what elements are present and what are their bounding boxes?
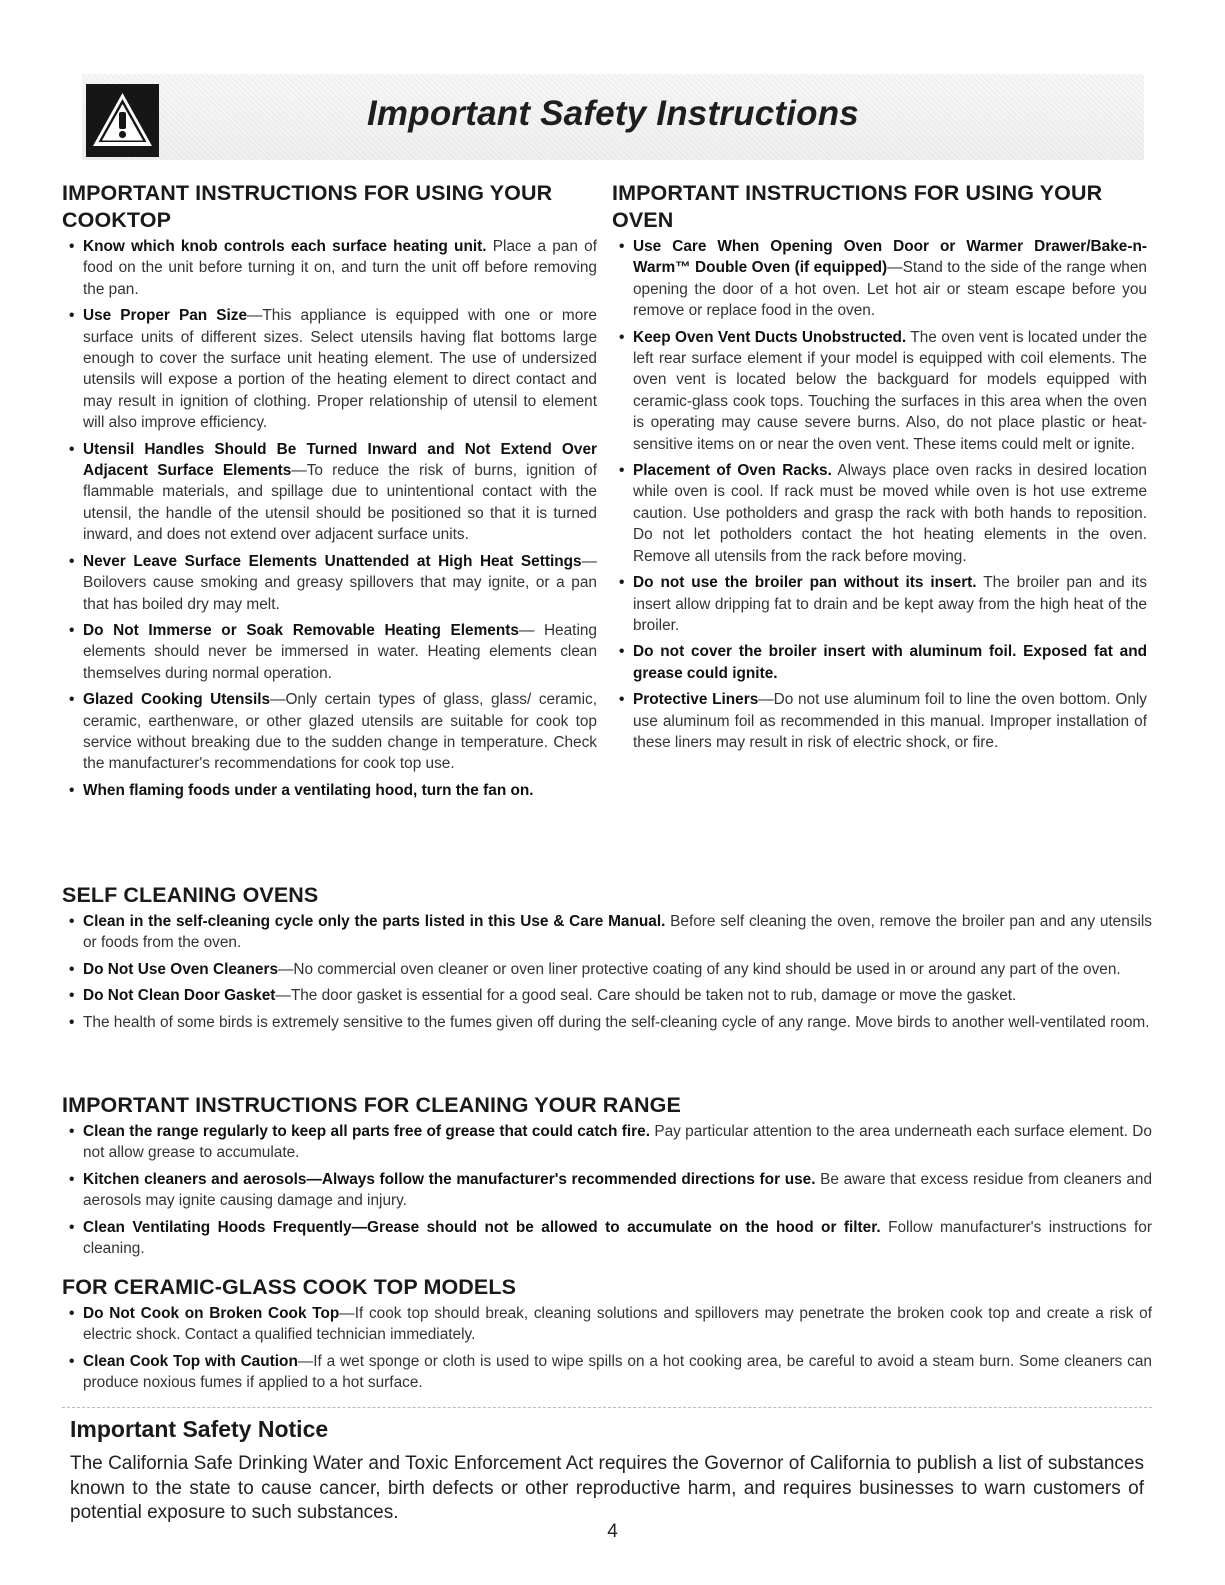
item-heading: Never Leave Surface Elements Unattended at High Heat Settings bbox=[83, 552, 582, 570]
item-heading: Glazed Cooking Utensils bbox=[83, 691, 271, 709]
list-item bbox=[62, 1303, 1152, 1346]
item-text: Place a pan of food on the unit before turning it on, and turn the unit off before removing the pan. bbox=[83, 238, 597, 298]
bullet-icon: • bbox=[69, 1352, 75, 1370]
cleaning-range-list bbox=[62, 1121, 1152, 1259]
item-text: Follow manufacturer's instructions for cleaning. bbox=[83, 1218, 1152, 1258]
list-item bbox=[612, 689, 1147, 753]
list-item bbox=[62, 959, 1152, 980]
page-number: 4 bbox=[607, 1521, 618, 1542]
list-item bbox=[62, 439, 597, 546]
list-item bbox=[62, 1012, 1152, 1033]
item-text: The oven vent is located under the left rear surface element if your model is equipped with coil elements. The oven vent is located below the backguard for models equipped with ceramic-glass cook tops. Touching the surfaces in this area when the oven is operating may cause severe burns. Also, do not place plastic or heat-sensitive items on or near the oven vent. These items could melt or ignite. bbox=[633, 328, 1148, 453]
list-item bbox=[62, 1169, 1152, 1212]
oven-list bbox=[612, 236, 1147, 753]
cleaning-range-heading: IMPORTANT INSTRUCTIONS FOR CLEANING YOUR RANGE bbox=[62, 1093, 681, 1117]
bullet-icon: • bbox=[69, 440, 75, 458]
item-heading: Do not cover the broiler insert with aluminum foil. Exposed fat and grease could ignite. bbox=[633, 643, 1147, 682]
list-item bbox=[62, 911, 1152, 954]
item-heading: Use Care When Opening Oven Door or Warmer Drawer/Bake-n-Warm™ Double Oven (if equipped) bbox=[633, 238, 1147, 277]
item-text: —Stand to the side of the range when opening the door of a hot oven. Let hot air or steam escape before you remove or replace food in the oven. bbox=[633, 259, 1147, 320]
warning-icon bbox=[86, 84, 159, 157]
item-text: — Heating elements should never be immersed in water. Heating elements clean themselves during normal operation. bbox=[83, 621, 597, 682]
bullet-icon: • bbox=[69, 552, 75, 570]
cleaning-range-section bbox=[62, 1092, 1152, 1264]
item-heading: Do Not Cook on Broken Cook Top bbox=[83, 1305, 340, 1322]
item-text: The health of some birds is extremely sensitive to the fumes given off during the self-cleaning cycle of any range. Move birds to another well-ventilated room. bbox=[83, 1013, 1150, 1031]
bullet-icon: • bbox=[69, 1305, 75, 1322]
bullet-icon: • bbox=[69, 691, 75, 709]
list-item bbox=[62, 620, 597, 684]
bullet-icon: • bbox=[619, 643, 625, 661]
bullet-icon: • bbox=[69, 621, 75, 639]
item-heading: Clean the range regularly to keep all parts free of grease that could catch fire. bbox=[83, 1123, 650, 1140]
item-heading: Use Proper Pan Size bbox=[83, 307, 248, 325]
item-heading: Clean in the self-cleaning cycle only the parts listed in this Use & Care Manual. bbox=[83, 913, 666, 930]
self-cleaning-heading: SELF CLEANING OVENS bbox=[62, 883, 319, 907]
item-text: —No commercial oven cleaner or oven liner protective coating of any kind should be used in or around any part of the oven. bbox=[278, 960, 1121, 978]
ceramic-glass-section bbox=[62, 1274, 1152, 1399]
cooktop-list bbox=[62, 236, 597, 801]
list-item bbox=[612, 641, 1147, 684]
item-text: Before self cleaning the oven, remove the broiler pan and any utensils or foods from the oven. bbox=[83, 913, 1153, 952]
notice-body: The California Safe Drinking Water and Toxic Enforcement Act requires the Governor of California to publish a list of substances known to the state to cause cancer, birth defects or other reproductive harm, and requires businesses to warn customers of potential exposure to such substances. bbox=[70, 1453, 1144, 1523]
list-item bbox=[62, 551, 597, 615]
item-heading: Utensil Handles Should Be Turned Inward and Not Extend Over Adjacent Surface Elements bbox=[83, 440, 597, 480]
item-heading: Placement of Oven Racks. bbox=[633, 462, 832, 480]
bullet-icon: • bbox=[619, 238, 625, 255]
bullet-icon: • bbox=[69, 307, 75, 325]
item-heading: Do Not Clean Door Gasket bbox=[83, 987, 276, 1005]
bullet-icon: • bbox=[69, 987, 75, 1005]
item-heading: Keep Oven Vent Ducts Unobstructed. bbox=[633, 328, 907, 346]
self-cleaning-section bbox=[62, 882, 1152, 1038]
bullet-icon: • bbox=[619, 691, 625, 709]
item-text: Be aware that excess residue from cleaners and aerosols may ignite causing damage and injury. bbox=[83, 1170, 1153, 1210]
oven-section bbox=[612, 180, 1147, 758]
list-item bbox=[62, 780, 597, 801]
page-title: Important Safety Instructions bbox=[367, 94, 859, 133]
bullet-icon: • bbox=[69, 1013, 75, 1031]
item-heading: Do Not Use Oven Cleaners bbox=[83, 960, 279, 978]
item-heading: Clean Cook Top with Caution bbox=[83, 1352, 298, 1370]
oven-heading: IMPORTANT INSTRUCTIONS FOR USING YOUR OVEN bbox=[612, 181, 1103, 232]
bullet-icon: • bbox=[69, 960, 75, 978]
item-text: —Boilovers cause smoking and greasy spillovers that may ignite, or a pan that has boiled dry may melt. bbox=[83, 552, 597, 613]
list-item bbox=[612, 327, 1147, 455]
bullet-icon: • bbox=[69, 1123, 75, 1140]
bullet-icon: • bbox=[69, 238, 75, 255]
bullet-icon: • bbox=[619, 328, 625, 346]
item-heading: Do not use the broiler pan without its insert. bbox=[633, 574, 977, 592]
item-text: —If cook top should break, cleaning solutions and spillovers may penetrate the broken cook top and create a risk of electric shock. Contact a qualified technician immediately. bbox=[83, 1305, 1153, 1344]
item-text: —To reduce the risk of burns, ignition of flammable materials, and spillage due to unintentional contact with the utensil, the handle of the utensil should be positioned so that it is turned inward, and does not extend over adjacent surface units. bbox=[83, 462, 597, 544]
item-text: The broiler pan and its insert allow dripping fat to drain and be kept away from the high heat of the broiler. bbox=[633, 574, 1147, 634]
item-heading: Do Not Immerse or Soak Removable Heating Elements bbox=[83, 621, 519, 639]
list-item bbox=[62, 1217, 1152, 1260]
item-text: —This appliance is equipped with one or more surface units of different sizes. Select utensils having flat bottoms large enough to cover the surface unit heating element. The use of undersized utensils will expose a portion of the heating element to direct contact and may result in ignition of clothing. Proper relationship of utensil to element will also improve efficiency. bbox=[83, 307, 597, 432]
list-item bbox=[612, 236, 1147, 322]
section-divider bbox=[62, 1407, 1152, 1408]
list-item bbox=[62, 1351, 1152, 1394]
item-text: —If a wet sponge or cloth is used to wipe spills on a hot cooking area, be careful to avoid a steam burn. Some cleaners can produce noxious fumes if applied to a hot surface. bbox=[83, 1352, 1152, 1392]
item-text: Pay particular attention to the area underneath each surface element. Do not allow grease to accumulate. bbox=[83, 1123, 1152, 1162]
ceramic-glass-heading: FOR CERAMIC-GLASS COOK TOP MODELS bbox=[62, 1275, 517, 1299]
ceramic-glass-list bbox=[62, 1303, 1152, 1394]
list-item bbox=[62, 236, 597, 300]
bullet-icon: • bbox=[619, 462, 625, 480]
item-heading: When flaming foods under a ventilating hood, turn the fan on. bbox=[83, 781, 534, 799]
notice-heading: Important Safety Notice bbox=[70, 1416, 329, 1442]
item-heading: Protective Liners bbox=[633, 691, 759, 709]
list-item bbox=[62, 689, 597, 775]
item-text: Always place oven racks in desired location while oven is cool. If rack must be moved while oven is hot use extreme caution. Use potholders and grasp the rack with both hands to reposition. Do not let potholders contact the hot heating elements in the oven. Remove all utensils from the rack before moving. bbox=[633, 462, 1147, 565]
bullet-icon: • bbox=[69, 913, 75, 930]
item-heading: Kitchen cleaners and aerosols—Always follow the manufacturer's recommended directions for use. bbox=[83, 1170, 816, 1188]
bullet-icon: • bbox=[69, 781, 75, 799]
item-text: —The door gasket is essential for a good seal. Care should be taken not to rub, damage or move the gasket. bbox=[275, 987, 1017, 1005]
list-item bbox=[62, 985, 1152, 1006]
cooktop-heading: IMPORTANT INSTRUCTIONS FOR USING YOUR COOKTOP bbox=[62, 181, 553, 232]
list-item bbox=[612, 572, 1147, 636]
item-text: —Do not use aluminum foil to line the oven bottom. Only use aluminum foil as recommended in this manual. Improper installation of these liners may result in risk of electric shock, or fire. bbox=[633, 691, 1147, 751]
item-text: —Only certain types of glass, glass/ ceramic, ceramic, earthenware, or other glazed utensils are suitable for cook top service without breaking due to the sudden change in temperature. Check the manufacturer's recommendations for cook top use. bbox=[83, 691, 597, 773]
list-item bbox=[62, 1121, 1152, 1164]
item-heading: Clean Ventilating Hoods Frequently—Grease should not be allowed to accumulate on the hood or filter. bbox=[83, 1218, 881, 1236]
list-item bbox=[62, 305, 597, 433]
self-cleaning-list bbox=[62, 911, 1152, 1033]
cooktop-section bbox=[62, 180, 597, 806]
list-item bbox=[612, 460, 1147, 567]
bullet-icon: • bbox=[69, 1218, 75, 1236]
item-heading: Know which knob controls each surface heating unit. bbox=[83, 238, 487, 255]
bullet-icon: • bbox=[619, 574, 625, 592]
bullet-icon: • bbox=[69, 1170, 75, 1188]
header-banner bbox=[82, 74, 1144, 160]
